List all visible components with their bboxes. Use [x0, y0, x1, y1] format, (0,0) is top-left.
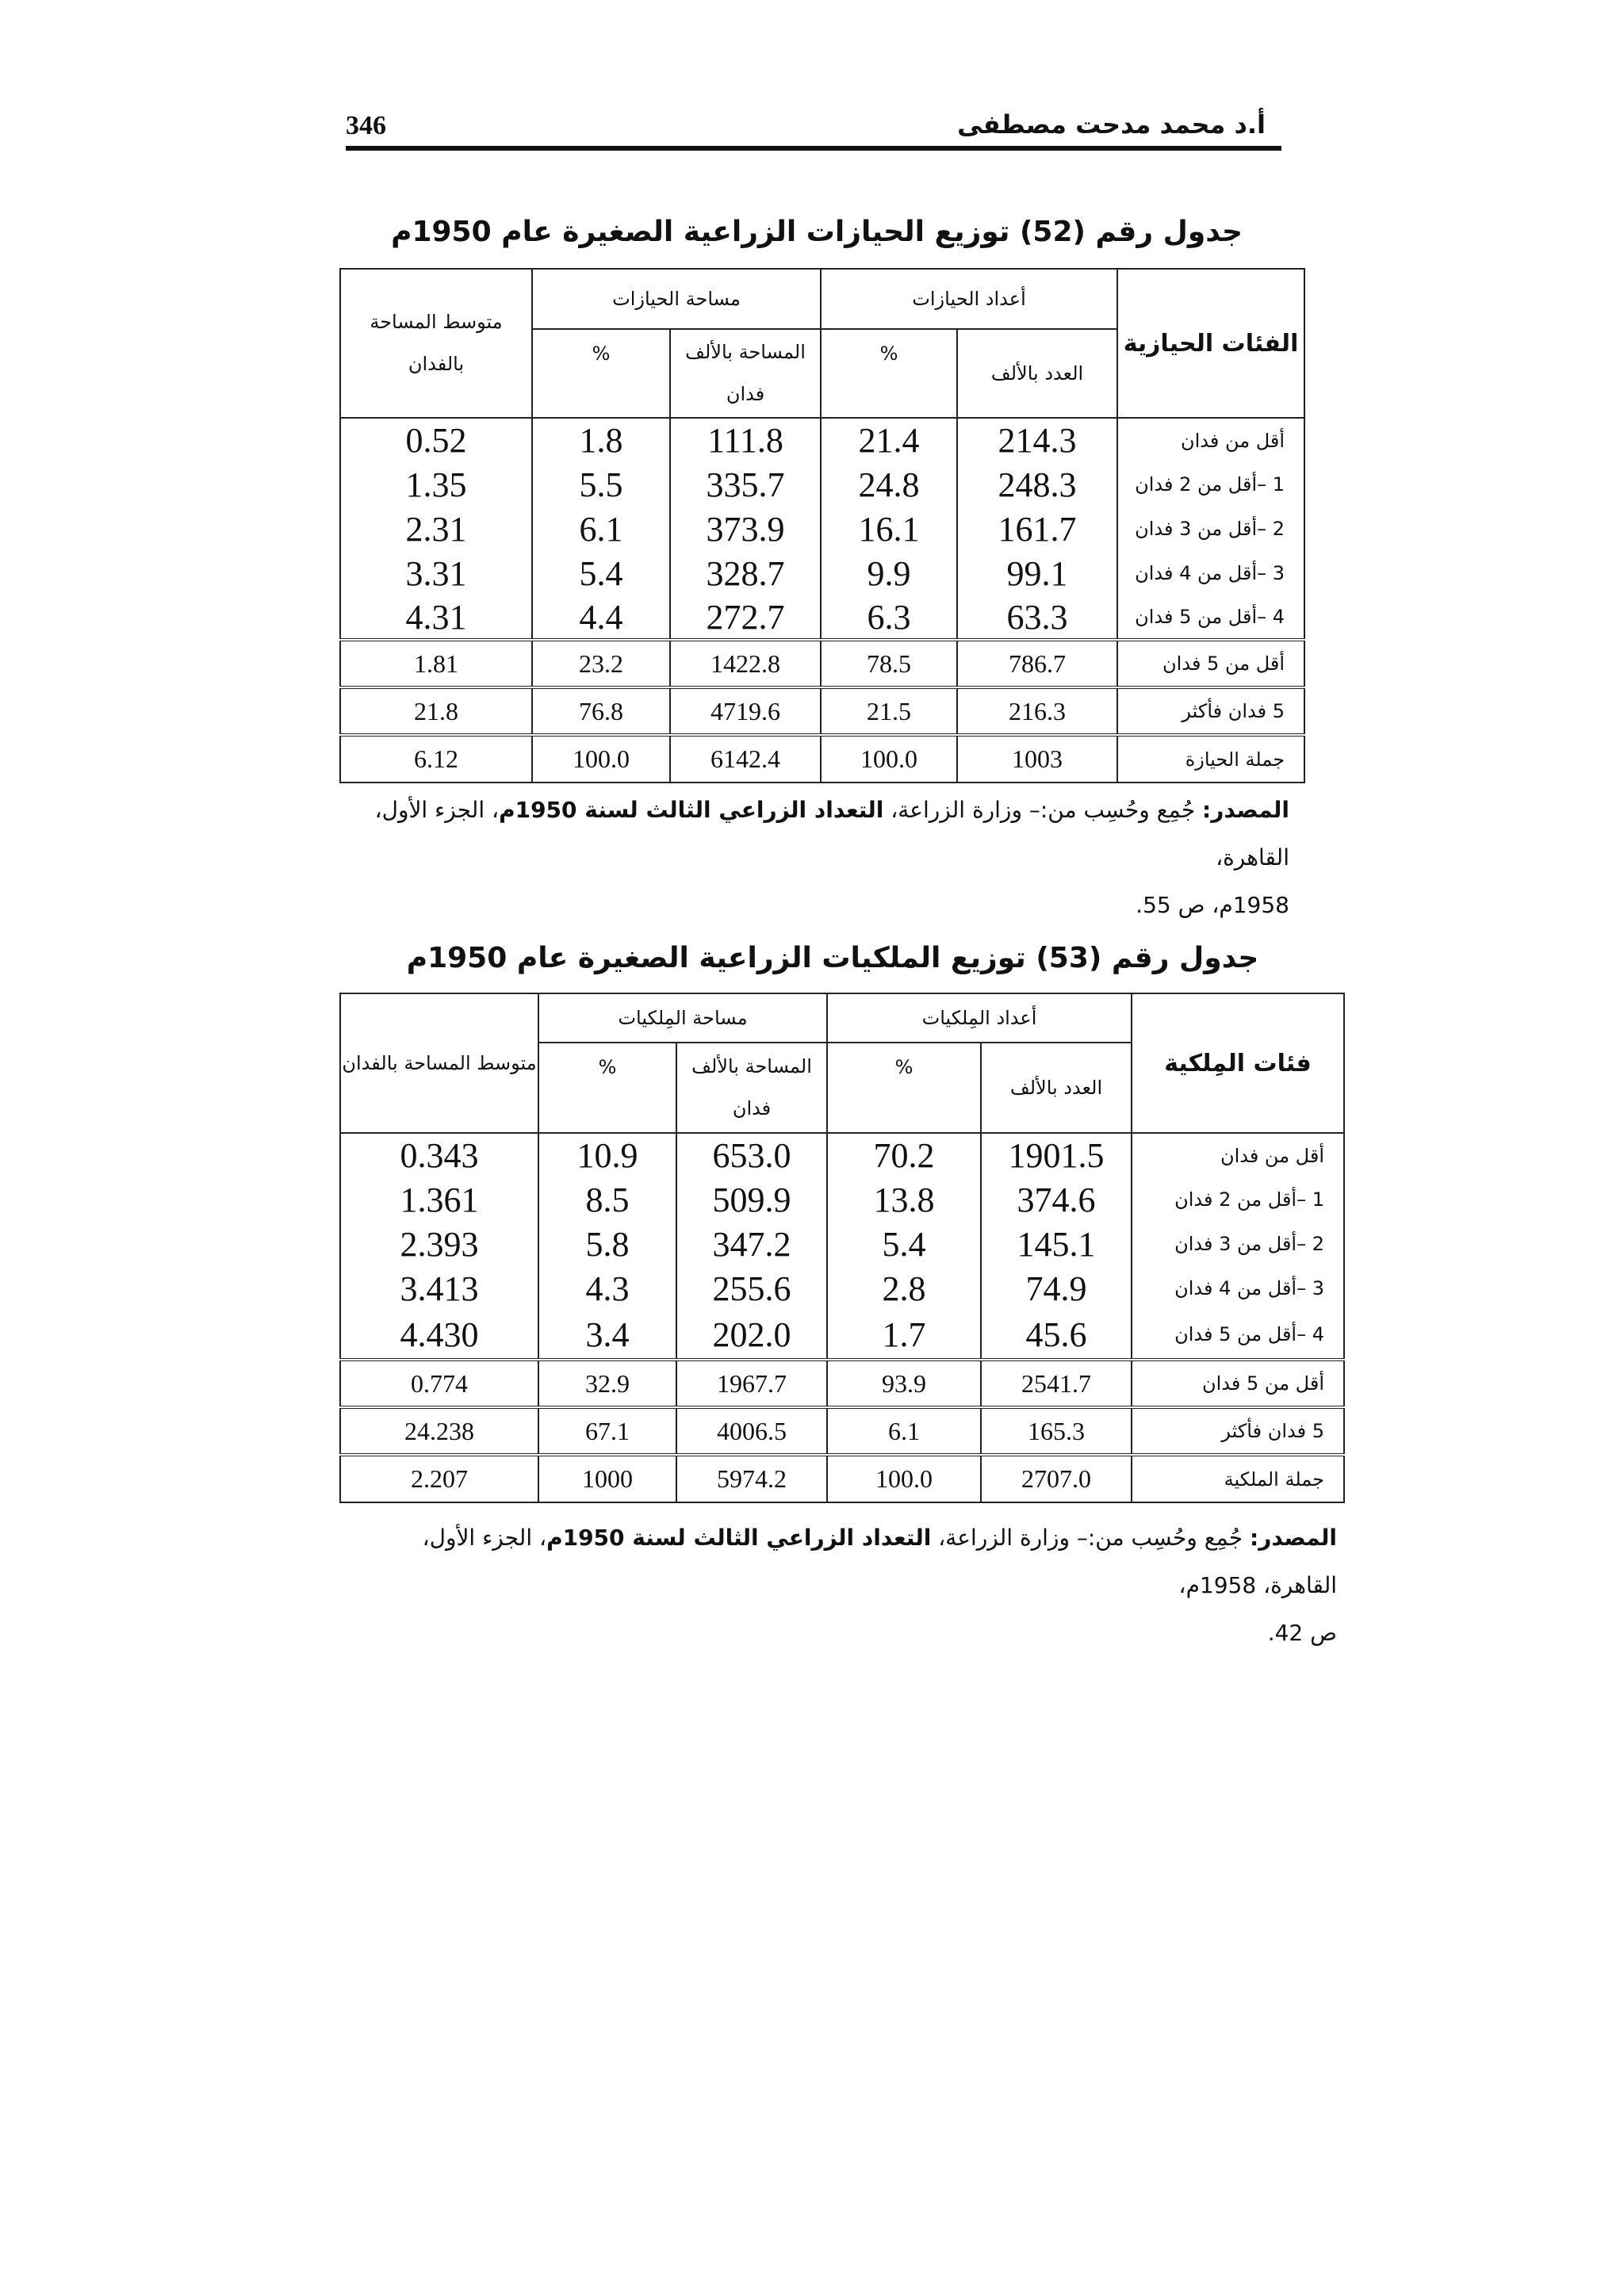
author-name: أ.د محمد مدحت مصطفى	[957, 109, 1266, 140]
page-number: 346	[346, 111, 386, 140]
table-53	[339, 993, 1345, 1503]
table-53-source: المصدر: جُمِع وحُسِب من:– وزارة الزراعة، التعداد الزراعي الثالث لسنة 1950م، الجزء الأول، القاهرة، 1958م، ص 42.	[422, 1525, 1337, 1646]
avg-header: متوسط المساحة بالفدان	[340, 269, 532, 418]
summary-row: أقل من 5 فدان 786.7 78.5 1422.8 23.2 1.81	[340, 640, 1304, 687]
table-row: أقل من فدان 1901.5 70.2 653.0 10.9 0.343	[340, 1133, 1344, 1177]
header-rule	[346, 146, 1281, 151]
table-row: 2 –أقل من 3 فدان 161.7 16.1 373.9 6.1 2.31	[340, 507, 1304, 551]
summary-row: 5 فدان فأكثر 165.3 6.1 4006.5 67.1 24.238	[340, 1407, 1344, 1455]
table-row: 3 –أقل من 4 فدان 74.9 2.8 255.6 4.3 3.413	[340, 1266, 1344, 1311]
counts-group-header: أعداد الحيازات	[821, 269, 1117, 329]
category-header: فئات المِلكية	[1132, 993, 1344, 1133]
table-52	[339, 268, 1305, 783]
area-pct-header: %	[538, 1043, 676, 1090]
area-value-header: المساحة بالألف فدان	[670, 329, 821, 418]
count-pct-header: %	[827, 1043, 981, 1090]
count-number-header: العدد بالألف	[957, 329, 1117, 418]
table-row: 1 –أقل من 2 فدان 374.6 13.8 509.9 8.5 1.361	[340, 1177, 1344, 1222]
count-pct-header: %	[821, 329, 957, 377]
summary-row: 5 فدان فأكثر 216.3 21.5 4719.6 76.8 21.8	[340, 687, 1304, 735]
area-group-header: مساحة المِلكيات	[538, 993, 827, 1043]
table-row: 1 –أقل من 2 فدان 248.3 24.8 335.7 5.5 1.35	[340, 462, 1304, 507]
table-53-title: جدول رقم (53) توزيع الملكيات الزراعية الصغيرة عام 1950م	[406, 942, 1259, 974]
summary-row: أقل من 5 فدان 2541.7 93.9 1967.7 32.9 0.774	[340, 1360, 1344, 1407]
area-pct-header: %	[532, 329, 670, 377]
avg-header: متوسط المساحة بالفدان	[340, 993, 538, 1133]
table-row: 3 –أقل من 4 فدان 99.1 9.9 328.7 5.4 3.31	[340, 551, 1304, 595]
category-header: الفئات الحيازية	[1117, 269, 1304, 418]
total-row: جملة الملكية 2707.0 100.0 5974.2 1000 2.207	[340, 1455, 1344, 1502]
page-header	[346, 103, 1281, 151]
table-row: أقل من فدان 214.3 21.4 111.8 1.8 0.52	[340, 418, 1304, 462]
table-row: 2 –أقل من 3 فدان 145.1 5.4 347.2 5.8 2.393	[340, 1222, 1344, 1266]
table-row: 4 –أقل من 5 فدان 63.3 6.3 272.7 4.4 4.31	[340, 595, 1304, 640]
table-52-title: جدول رقم (52) توزيع الحيازات الزراعية الصغيرة عام 1950م	[391, 216, 1243, 248]
area-group-header: مساحة الحيازات	[532, 269, 821, 329]
total-row: جملة الحيازة 1003 100.0 6142.4 100.0 6.12	[340, 735, 1304, 783]
area-value-header: المساحة بالألف فدان	[676, 1043, 827, 1133]
count-number-header: العدد بالألف	[981, 1043, 1132, 1133]
table-row: 4 –أقل من 5 فدان 45.6 1.7 202.0 3.4 4.430	[340, 1311, 1344, 1360]
counts-group-header: أعداد المِلكيات	[827, 993, 1132, 1043]
table-52-source: المصدر: جُمِع وحُسِب من:– وزارة الزراعة، التعداد الزراعي الثالث لسنة 1950م، الجزء الأول، القاهرة، 1958م، ص 55.	[374, 797, 1289, 918]
